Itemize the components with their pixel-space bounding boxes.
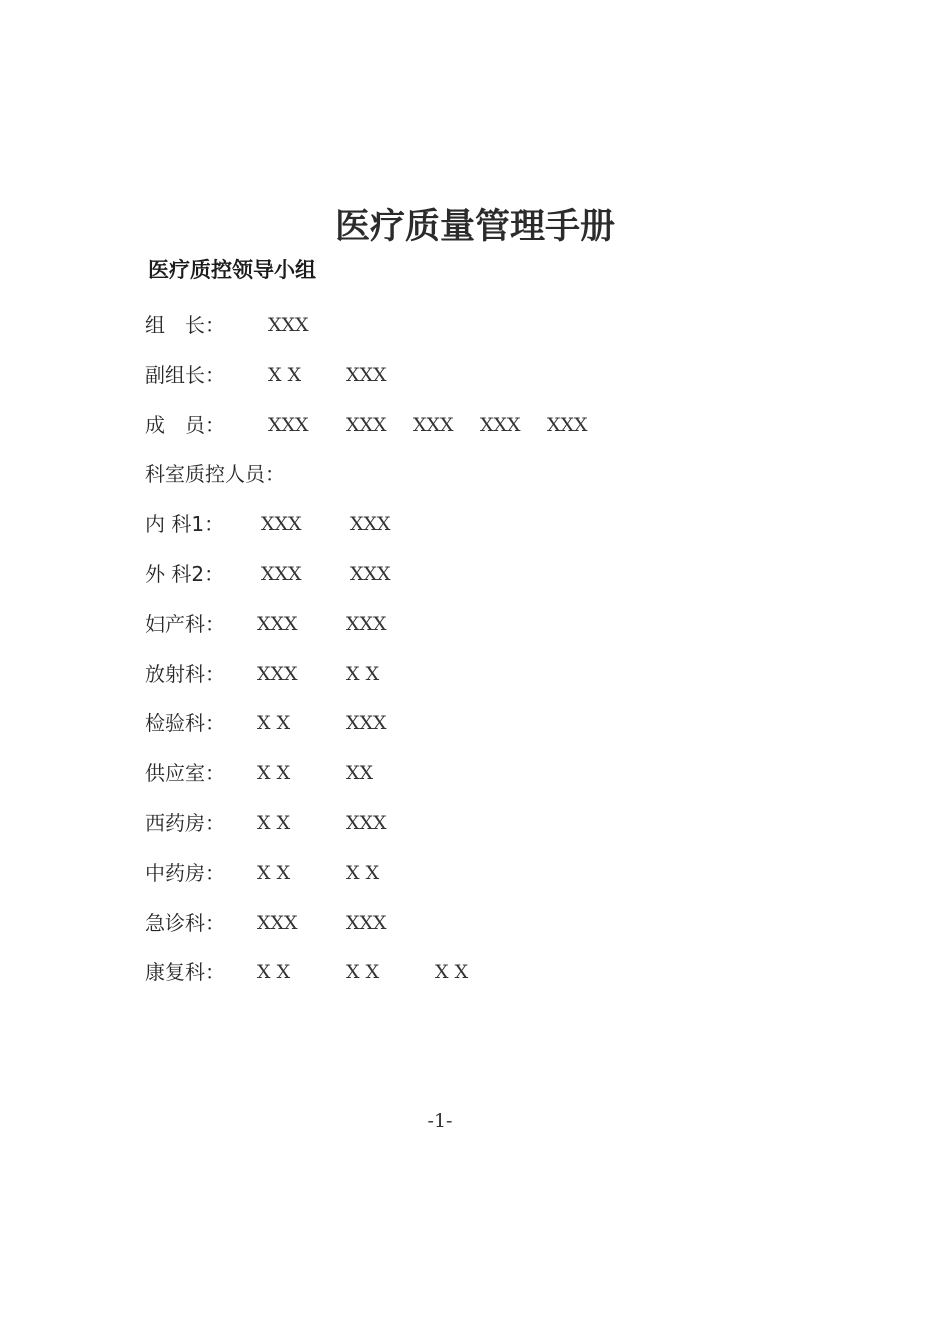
roster-row: [0, 410, 950, 440]
roster-name: X X: [257, 762, 291, 785]
roster-name: XXX: [257, 662, 298, 685]
roster-name: XXX: [346, 612, 387, 635]
roster-row: [0, 758, 950, 788]
roster-name: XXX: [257, 612, 298, 635]
page-number: -1-: [427, 1110, 453, 1132]
roster-row: [0, 908, 950, 938]
roster-label: 成 员：: [145, 412, 225, 437]
roster-name: XXX: [268, 314, 309, 336]
roster-name: XXX: [350, 513, 391, 536]
roster-name: XXX: [346, 363, 387, 386]
roster-name: XXX: [268, 413, 309, 436]
roster-label: 中药房：: [145, 860, 225, 885]
roster-name: XXX: [480, 413, 521, 436]
roster-label: 检验科：: [145, 711, 225, 736]
roster-label: 西药房：: [145, 811, 225, 835]
roster-row: [0, 509, 950, 539]
roster-row: [0, 708, 950, 738]
roster-name: XXX: [346, 413, 387, 436]
roster-name: X X: [346, 662, 380, 685]
roster-label: 科室质控人员：: [145, 462, 285, 487]
roster-name: XXX: [413, 413, 454, 436]
roster-name: XXX: [261, 563, 302, 585]
roster-label: 急诊科：: [145, 910, 225, 935]
roster-name: XXX: [257, 911, 298, 934]
roster-name: XXX: [547, 413, 588, 436]
roster-name: X X: [257, 861, 291, 884]
page-title: 医疗质量管理手册: [334, 207, 615, 247]
roster-label: 妇产科：: [145, 611, 225, 636]
roster-name: X X: [346, 861, 380, 884]
roster-label: 外 科2：: [145, 562, 225, 586]
roster-name: XXX: [261, 513, 302, 536]
roster-label: 副组长：: [145, 362, 225, 387]
roster-row: [0, 459, 950, 489]
roster-row: [0, 808, 950, 838]
roster-name: X X: [257, 712, 291, 735]
roster-name: XXX: [346, 911, 387, 934]
roster-row: [0, 858, 950, 888]
roster-label: 康复科：: [145, 960, 225, 985]
roster-label: 供应室：: [145, 761, 225, 786]
roster-name: X X: [257, 812, 291, 834]
roster-name: XXX: [350, 563, 391, 585]
roster-row: [0, 659, 950, 689]
roster-row: [0, 609, 950, 639]
section-heading: 医疗质控领导小组: [148, 258, 316, 282]
roster-name: XX: [346, 762, 374, 785]
roster-row: [0, 957, 950, 987]
roster-row: [0, 310, 950, 340]
roster-name: XXX: [346, 812, 387, 834]
roster-label: 放射科：: [145, 661, 225, 686]
roster-name: XXX: [346, 712, 387, 735]
roster-label: 组 长：: [145, 313, 225, 337]
roster-name: X X: [268, 363, 302, 386]
roster-label: 内 科1：: [145, 512, 225, 537]
roster-name: X X: [435, 961, 469, 984]
roster-name: X X: [257, 961, 291, 984]
roster-row: [0, 559, 950, 589]
roster-name: X X: [346, 961, 380, 984]
roster-row: [0, 360, 950, 390]
